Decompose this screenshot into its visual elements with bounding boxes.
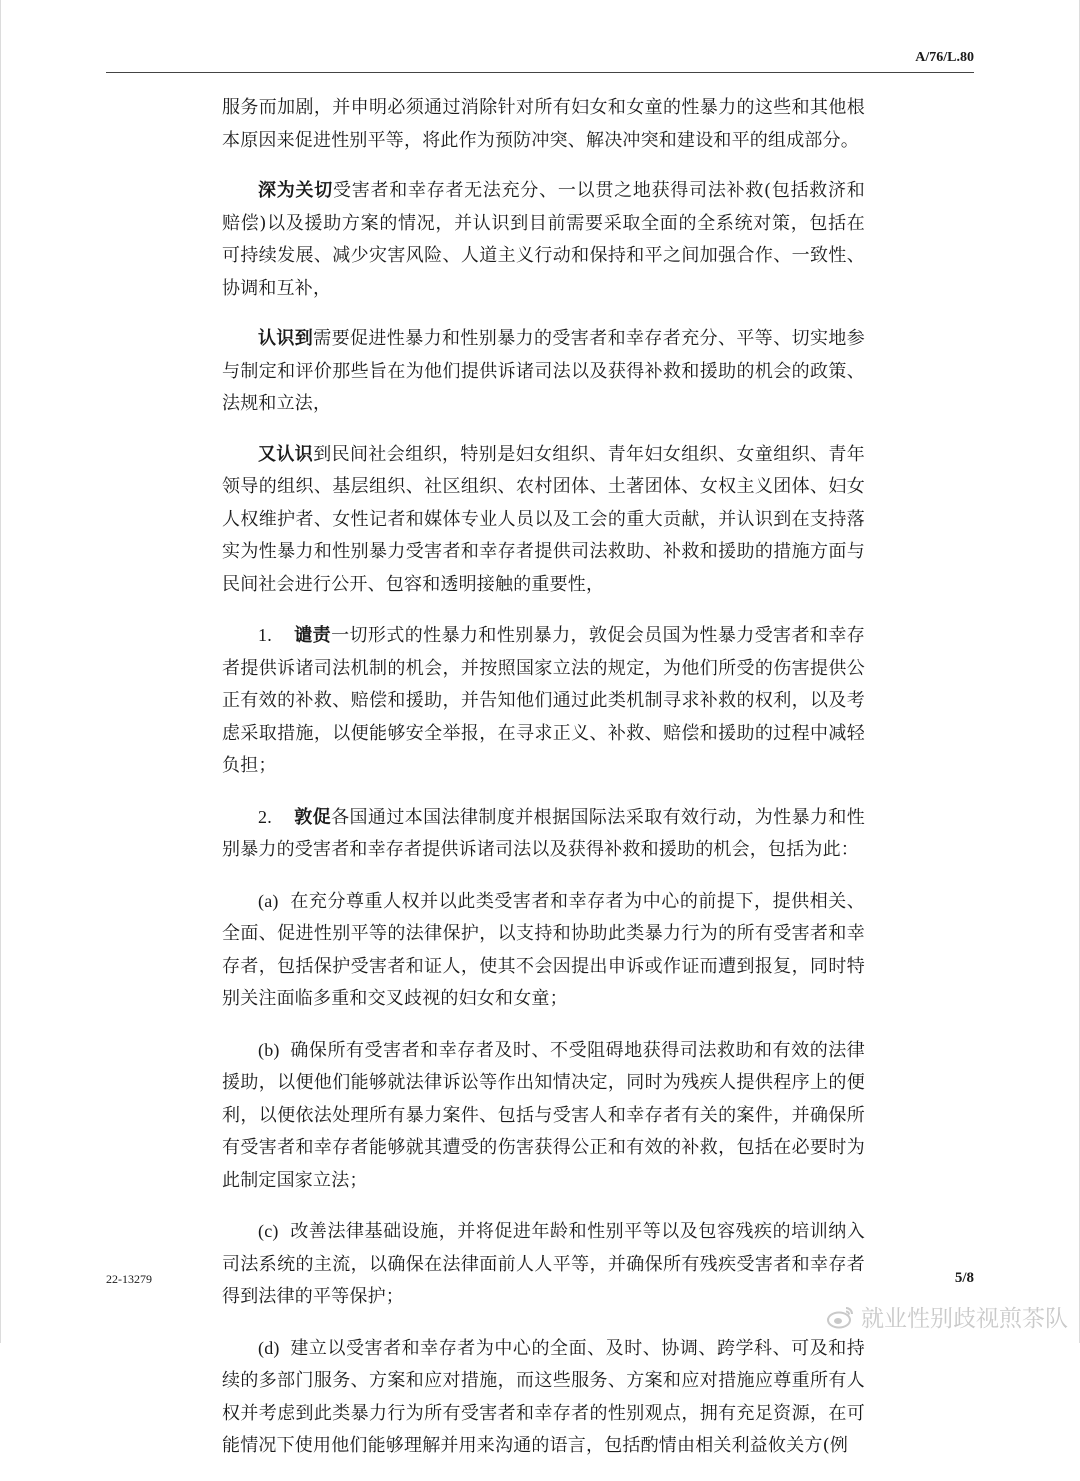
paragraph-text: 在充分尊重人权并以此类受害者和幸存者为中心的前提下，提供相关、全面、促进性别平等的法律保护，以支持和协助此类暴力行为的所有受害者和幸存者，包括保护受害者和证人，使其不会因提出申诉或作证而遭到报复，同时特别关注面临多重和交叉歧视的妇女和女童；: [222, 890, 865, 1009]
paragraph-number: 1.: [258, 625, 272, 645]
paragraph-keyword: 谴责: [294, 625, 332, 646]
paragraph-text: 受害者和幸存者无法充分、一以贯之地获得司法补救(包括救济和赔偿)以及援助方案的情况，并认识到目前需要采取全面的全系统对策，包括在可持续发展、减少灾害风险、人道主义行动和保持和平之间加强合作、一致性、协调和互补，: [222, 180, 865, 299]
paragraph-keyword: 又认识: [258, 443, 314, 465]
page-number: 5/8: [954, 1270, 974, 1286]
paragraph-text: 到民间社会组织，特别是妇女组织、青年妇女组织、女童组织、青年领导的组织、基层组织、社区组织、农村团体、土著团体、女权主义团体、妇女人权维护者、女性记者和媒体专业人员以及工会的重大贡献，并认识到在支持落实为性暴力和性别暴力受害者和幸存者提供司法救助、补救和援助的措施方面与民间社会进行公开、包容和透明接触的重要性，: [222, 443, 865, 595]
paragraph-text: 确保所有受害者和幸存者及时、不受阻碍地获得司法救助和有效的法律援助，以便他们能够就法律诉讼等作出知情决定，同时为残疾人提供程序上的便利，以便依法处理所有暴力案件、包括与受害人和幸存者有关的案件，并确保所有受害者和幸存者能够就其遭受的伤害获得公正和有效的补救，包括在必要时为此制定国家立法；: [222, 1039, 865, 1191]
operative-paragraph: [222, 619, 865, 783]
paragraph-text: 需要促进性暴力和性别暴力的受害者和幸存者充分、平等、切实地参与制定和评价那些旨在为他们提供诉诸司法以及获得补救和援助的机会的政策、法规和立法，: [222, 328, 865, 414]
watermark: [827, 1300, 1068, 1333]
document-body: [222, 92, 865, 1481]
sub-paragraph: [222, 1332, 865, 1463]
watermark-text: 就业性别歧视煎茶队: [861, 1306, 1068, 1332]
paragraph-text: 一切形式的性暴力和性别暴力，敦促会员国为性暴力受害者和幸存者提供诉诸司法机制的机会，并按照国家立法的规定，为他们所受的伤害提供公正有效的补救、赔偿和援助，并告知他们通过此类机制寻求补救的权利，以及考虑采取措施，以便能够安全举报，在寻求正义、补救、赔偿和援助的过程中减轻负担；: [222, 625, 865, 776]
document-symbol: A/76/L.80: [915, 50, 974, 65]
paragraph-preamble: [222, 175, 865, 305]
paragraph-number: (c): [258, 1221, 279, 1241]
job-number: 22-13279: [106, 1272, 152, 1286]
operative-paragraph: [222, 801, 865, 867]
sub-paragraph: [222, 1034, 865, 1198]
weibo-icon: [827, 1305, 855, 1329]
paragraph-text: 改善法律基础设施，并将促进年龄和性别平等以及包容残疾的培训纳入司法系统的主流，以确保在法律面前人人平等，并确保所有残疾受害者和幸存者得到法律的平等保护；: [222, 1221, 865, 1307]
paragraph-text: 建立以受害者和幸存者为中心的全面、及时、协调、跨学科、可及和持续的多部门服务、方案和应对措施，而这些服务、方案和应对措施应尊重所有人权并考虑到此类暴力行为所有受害者和幸存者的性别观点，拥有充足资源，在可能情况下使用他们能够理解并用来沟通的语言，包括酌情由相关利益攸关方(例: [222, 1337, 865, 1456]
paragraph-preamble: [222, 323, 865, 421]
paragraph-number: 2.: [258, 806, 272, 827]
paragraph-continued: 服务而加剧，并申明必须通过消除针对所有妇女和女童的性暴力的这些和其他根本原因来促进性别平等，将此作为预防冲突、解决冲突和建设和平的组成部分。: [222, 97, 865, 151]
paragraph-number: (a): [258, 890, 279, 911]
paragraph-keyword: 敦促: [294, 806, 332, 828]
paragraph-text: 各国通过本国法律制度并根据国际法采取有效行动，为性暴力和性别暴力的受害者和幸存者提供诉诸司法以及获得补救和援助的机会，包括为此：: [222, 806, 865, 860]
sub-paragraph: [222, 885, 865, 1016]
paragraph-number: (d): [258, 1337, 280, 1358]
paragraph-keyword: 深为关切: [258, 180, 333, 201]
paragraph-number: (b): [258, 1039, 280, 1060]
sub-paragraph: [222, 1215, 865, 1314]
header-rule: [106, 72, 974, 73]
paragraph-keyword: 认识到: [258, 328, 314, 349]
paragraph-preamble: [222, 439, 865, 602]
